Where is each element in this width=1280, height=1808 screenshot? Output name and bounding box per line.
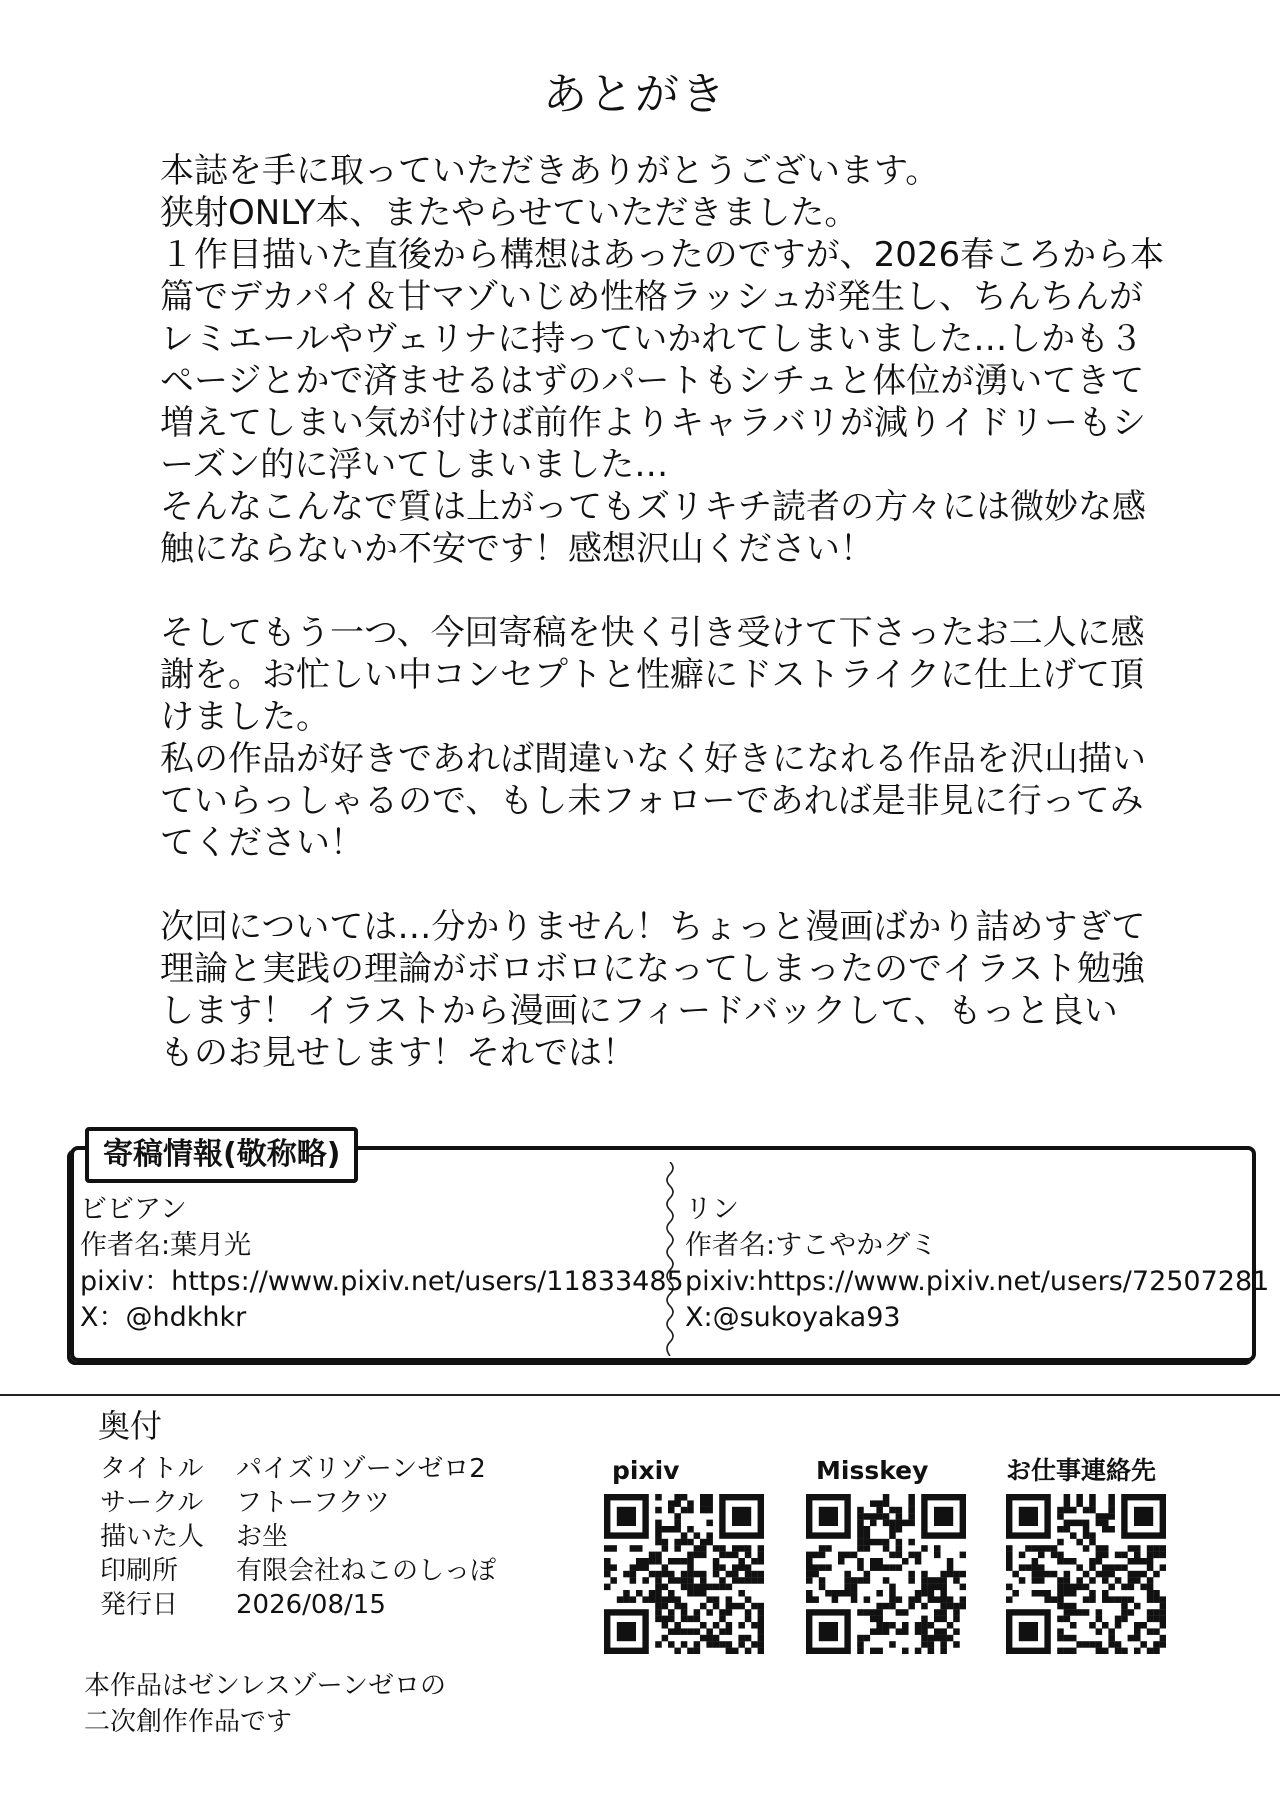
contributor-heading: 寄稿情報(敬称略)	[85, 1127, 358, 1183]
colophon-value: 2026/08/15	[236, 1590, 386, 1620]
text-line: レミエールやヴェリナに持っていかれてしまいました…しかも３	[160, 319, 1144, 359]
text-line: そしてもう一つ、今回寄稿を快く引き受けて下さったお二人に感	[160, 613, 1145, 653]
qr-label: お仕事連絡先	[1006, 1456, 1157, 1485]
text-line: 本誌を手に取っていただきありがとうございます。	[160, 151, 940, 191]
qr-misskey[interactable]	[806, 1454, 986, 1654]
qr-code-icon	[604, 1494, 764, 1654]
text-line: 篇でデカパイ＆甘マゾいじめ性格ラッシュが発生し、ちんちんが	[160, 277, 1143, 317]
text-line: ーズン的に浮いてしまいました…	[160, 445, 669, 485]
section-divider	[0, 1394, 1280, 1396]
text-line: ものお見せします！それでは！	[160, 1033, 636, 1073]
page-title: あとがき	[543, 69, 727, 120]
contributor-name: リン	[685, 1194, 739, 1225]
text-line: 触にならないか不安です！感想沢山ください！	[160, 529, 874, 569]
derivative-notice	[84, 1668, 446, 1740]
text-line: １作目描いた直後から構想はあったのですが、2026春ころから本	[160, 235, 1165, 275]
notice-line: 本作品はゼンレスゾーンゼロの	[84, 1671, 447, 1701]
contributor-name: ビビアン	[80, 1194, 187, 1225]
contributor-pixiv: pixiv：https://www.pixiv.net/users/11833485	[80, 1266, 684, 1297]
text-line: てください！	[160, 823, 364, 863]
text-line: けました。	[160, 697, 330, 737]
contributor-author: 作者名:すこやかグミ	[685, 1230, 938, 1261]
paragraph-1	[160, 150, 1190, 570]
qr-work-contact[interactable]	[1006, 1454, 1186, 1654]
colophon-value: お坐	[236, 1522, 289, 1552]
text-line: 謝を。お忙しい中コンセプトと性癖にドストライクに仕上げて頂	[160, 655, 1144, 695]
afterword-body	[160, 150, 1190, 1074]
contributor-pixiv: pixiv:https://www.pixiv.net/users/72507281	[685, 1266, 1270, 1297]
text-line: します！ イラストから漫画にフィードバックして、もっと良い	[160, 991, 1118, 1031]
colophon-label: 描いた人	[100, 1522, 205, 1552]
contributor-x: X：@hdkhkr	[80, 1302, 247, 1333]
qr-pixiv[interactable]	[604, 1454, 784, 1654]
qr-code-icon	[1006, 1494, 1166, 1654]
qr-label: Misskey	[816, 1456, 929, 1485]
colophon-label: タイトル	[100, 1454, 204, 1484]
colophon-row	[100, 1520, 496, 1554]
qr-code-icon	[806, 1494, 966, 1654]
paragraph-3	[160, 906, 1190, 1074]
colophon-row	[100, 1486, 496, 1520]
colophon-label: 発行日	[100, 1590, 179, 1620]
text-line: 理論と実践の理論がボロボロになってしまったのでイラスト勉強	[160, 949, 1145, 989]
text-line: 次回については…分かりません！ちょっと漫画ばかり詰めすぎて	[160, 907, 1146, 947]
text-line: 増えてしまい気が付けば前作よりキャラバリが減りイドリーもシ	[160, 403, 1146, 443]
colophon-row	[100, 1588, 496, 1622]
notice-line: 二次創作作品です	[84, 1707, 293, 1737]
contributor-x: X:@sukoyaka93	[685, 1302, 901, 1333]
text-line: 狭射ONLY本、またやらせていただきました。	[160, 193, 859, 233]
colophon-label: サークル	[100, 1488, 204, 1518]
paragraph-2	[160, 612, 1190, 864]
text-line: ページとかで済ませるはずのパートもシチュと体位が湧いてきて	[160, 361, 1145, 401]
colophon-label: 印刷所	[100, 1556, 179, 1586]
colophon-value: フトーフクツ	[236, 1488, 390, 1518]
colophon-table	[100, 1452, 496, 1622]
text-line: 私の作品が好きであれば間違いなく好きになれる作品を沢山描い	[160, 739, 1146, 779]
colophon-row	[100, 1554, 496, 1588]
text-line: ていらっしゃるので、もし未フォローであれば是非見に行ってみ	[160, 781, 1144, 821]
text-line: そんなこんなで質は上がってもズリキチ読者の方々には微妙な感	[160, 487, 1146, 527]
contributor-right	[685, 1192, 1269, 1336]
colophon-value: 有限会社ねこのしっぽ	[236, 1556, 497, 1586]
qr-label: pixiv	[612, 1456, 680, 1485]
colophon-heading: 奥付	[98, 1407, 163, 1445]
contributor-author: 作者名:葉月光	[80, 1230, 252, 1261]
contributor-left	[80, 1192, 684, 1336]
colophon-value: パイズリゾーンゼロ2	[236, 1454, 486, 1484]
colophon-row	[100, 1452, 496, 1486]
